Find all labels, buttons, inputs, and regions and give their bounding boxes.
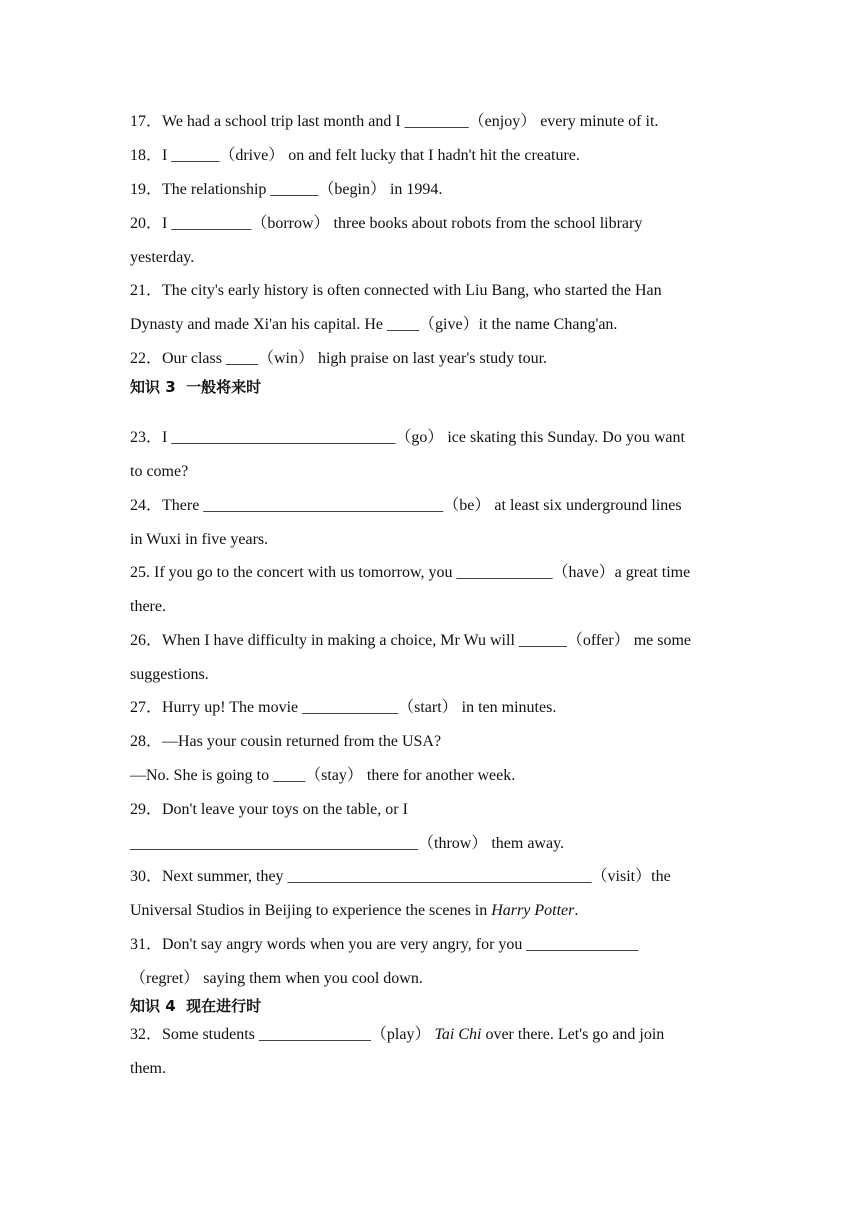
question-28-line-1: 28．—Has your cousin returned from the USA? [130,733,442,750]
question-23-line-2: to come? [130,463,189,480]
question-26-line-2: suggestions. [130,666,209,683]
question-28-line-2: —No. She is going to ____（stay） there for another week. [130,767,516,784]
section-heading-3: 知识 3 一般将来时 [130,378,262,396]
question-30-text-after: . [574,902,579,919]
question-18: 18．I ______（drive） on and felt lucky that I hadn't hit the creature. [130,147,580,164]
question-23-line-1: 23．I ____________________________（go） ice skating this Sunday. Do you want [130,429,685,446]
question-21-line-1: 21．The city's early history is often connected with Liu Bang, who started the Han [130,282,662,299]
question-25-line-2: there. [130,598,166,615]
section-heading-4: 知识 4 现在进行时 [130,997,262,1015]
question-29-line-2: ____________________________________（throw） them away. [130,835,565,852]
question-25-line-1: 25. If you go to the concert with us tomorrow, you ____________（have）a great time [130,564,691,581]
question-19: 19．The relationship ______（begin） in 1994. [130,181,443,198]
question-26-line-1: 26．When I have difficulty in making a choice, Mr Wu will ______（offer） me some [130,632,692,649]
question-24-line-2: in Wuxi in five years. [130,531,269,548]
question-31-line-2: （regret） saying them when you cool down. [130,970,423,987]
question-30-line-2 [130,901,732,921]
question-20-line-1: 20．I __________（borrow） three books about robots from the school library [130,215,643,232]
question-29-line-1: 29．Don't leave your toys on the table, or I [130,801,408,818]
question-17: 17．We had a school trip last month and I ________（enjoy） every minute of it. [130,113,659,130]
question-24-line-1: 24．There ______________________________（be） at least six underground lines [130,497,682,514]
question-30-title-italic: Harry Potter [491,902,575,919]
question-32-line-2: them. [130,1060,166,1077]
question-27: 27．Hurry up! The movie ____________（start） in ten minutes. [130,699,557,716]
question-31-line-1: 31．Don't say angry words when you are very angry, for you ______________ [130,936,639,953]
question-22: 22．Our class ____（win） high praise on last year's study tour. [130,350,548,367]
question-20-line-2: yesterday. [130,249,195,266]
question-32-text-before: 32．Some students ______________（play） [130,1026,435,1043]
question-32-term-italic: Tai Chi [434,1026,482,1043]
question-30-line-1: 30．Next summer, they ______________________________________（visit）the [130,868,671,885]
question-32-text-after: over there. Let's go and join [481,1026,665,1043]
question-30-text-before: Universal Studios in Beijing to experience the scenes in [130,902,492,919]
question-21-line-2: Dynasty and made Xi'an his capital. He ____（give）it the name Chang'an. [130,316,618,333]
question-32-line-1 [130,1025,732,1045]
